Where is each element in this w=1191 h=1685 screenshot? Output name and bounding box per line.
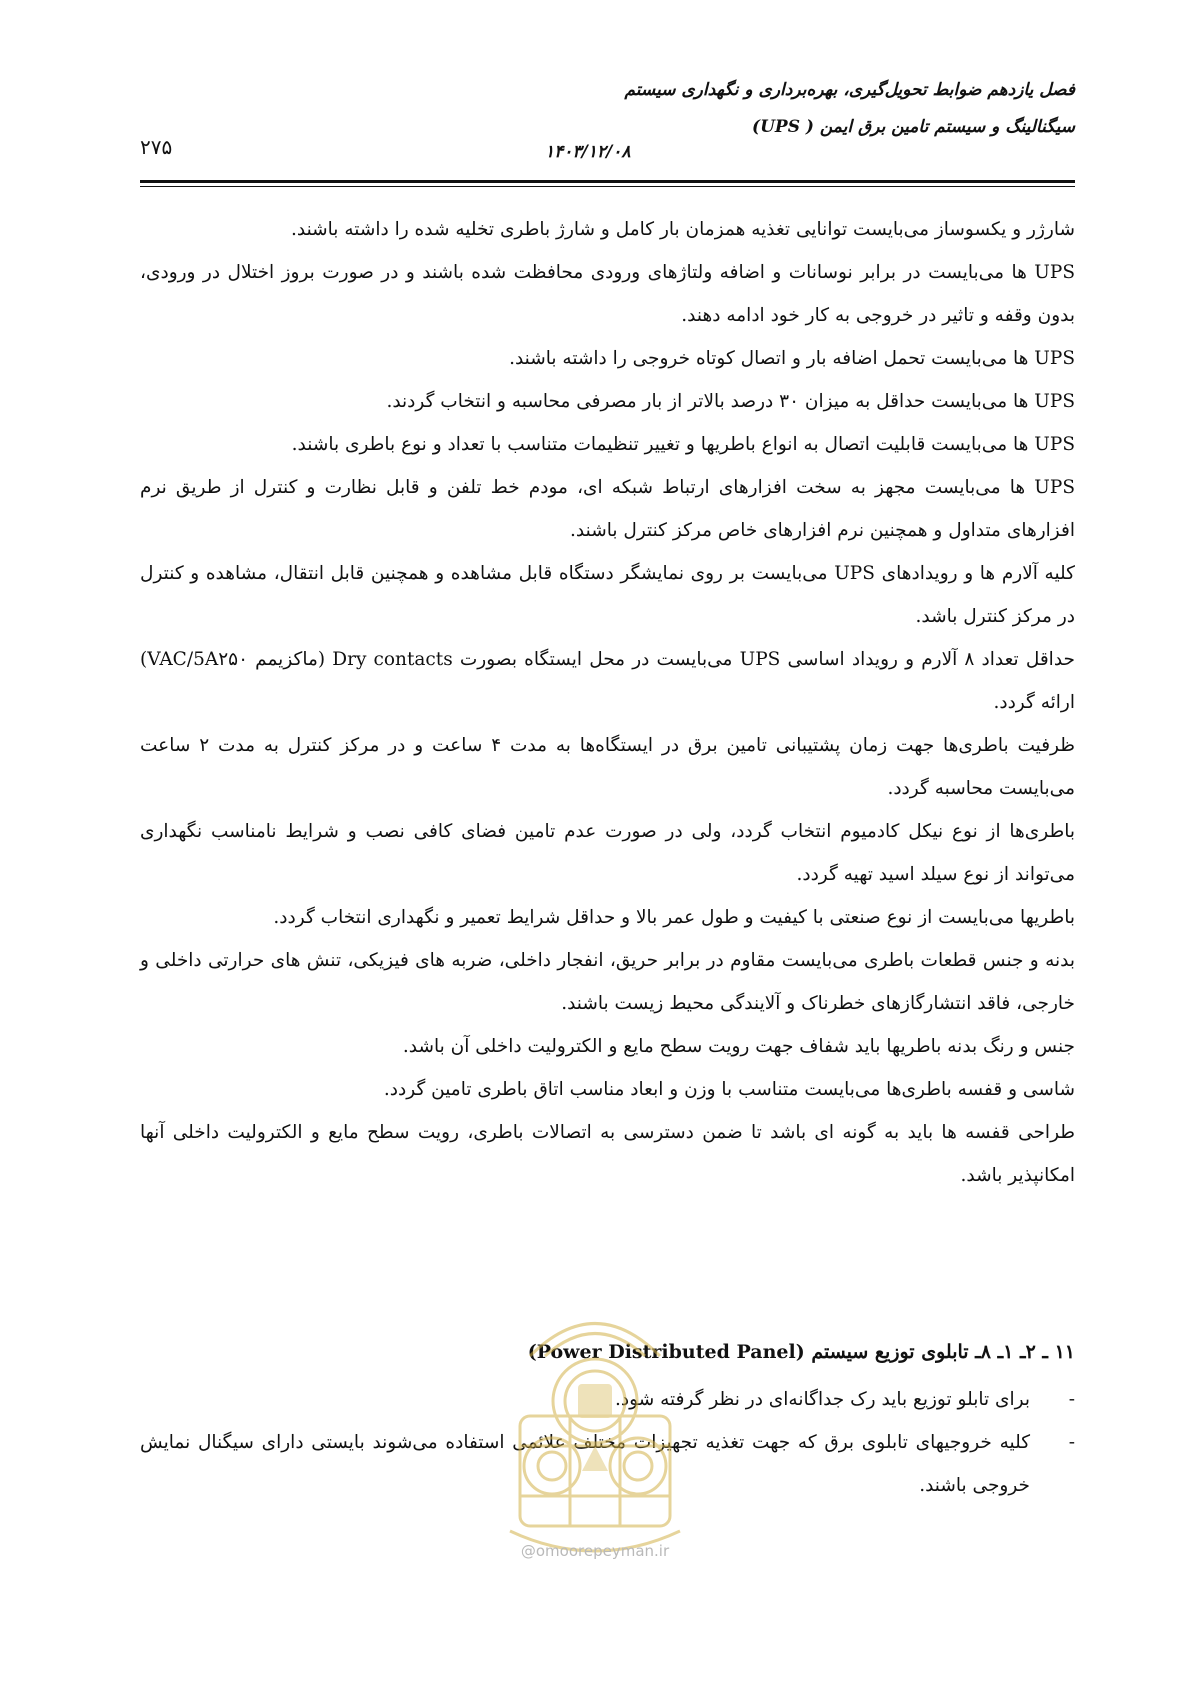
paragraph: UPS ها می‌بایست در برابر نوسانات و اضافه ولتاژهای ورودی محافظت شده باشند و در صورت بروز اختلال در ورودی، بدون وقفه و تاثیر در خروجی به کار خود ادامه دهند. xyxy=(140,262,1075,326)
paragraph: جنس و رنگ بدنه باطریها باید شفاف جهت رویت سطح مایع و الکترولیت داخلی آن باشد. xyxy=(402,1036,1075,1057)
section-heading: ۱۱ ـ ۲ـ ۱ـ ۸ـ تابلوی توزیع سیستم (Power Distributed Panel) xyxy=(527,1341,1075,1363)
bullet-list xyxy=(140,1378,1075,1507)
list-item xyxy=(140,1378,1075,1421)
header-divider-thick xyxy=(140,180,1075,183)
paragraph: باطریها می‌بایست از نوع صنعتی با کیفیت و طول عمر بالا و حداقل شرایط تعمیر و نگهداری انتخاب گردد. xyxy=(273,907,1075,928)
paragraph: UPS ها می‌بایست مجهز به سخت افزارهای ارتباط شبکه ای، مودم خط تلفن و قابل نظارت و کنترل از طریق نرم افزارهای متداول و همچنین نرم افزارهای خاص مرکز کنترل باشند. xyxy=(140,477,1075,541)
header-date: ۱۴۰۳/۱۲/۰۸ xyxy=(545,142,631,162)
paragraph: باطری‌ها از نوع نیکل کادمیوم انتخاب گردد، ولی در صورت عدم تامین فضای کافی نصب و شرایط نامناسب نگهداری می‌تواند از نوع سیلد اسید تهیه گردد. xyxy=(140,821,1075,885)
watermark-url: @omoorepeyman.ir xyxy=(520,1542,670,1560)
paragraph: کلیه آلارم ها و رویدادهای UPS می‌بایست بر روی نمایشگر دستگاه قابل مشاهده و همچنین قابل انتقال، مشاهده و کنترل در مرکز کنترل باشد. xyxy=(140,563,1075,627)
header-subtitle: سیگنالینگ و سیستم تامین برق ایمن ( UPS) xyxy=(752,117,1075,137)
bullet-dash: - xyxy=(1068,1432,1075,1453)
paragraph: طراحی قفسه ها باید به گونه ای باشد تا ضمن دسترسی به اتصالات باطری، رویت سطح مایع و الکترولیت داخلی آنها امکانپذیر باشد. xyxy=(140,1122,1075,1186)
page-header xyxy=(140,72,1075,197)
paragraph: شاسی و قفسه باطری‌ها می‌بایست متناسب با وزن و ابعاد مناسب اتاق باطری تامین گردد. xyxy=(383,1079,1075,1100)
paragraph: حداقل تعداد ۸ آلارم و رویداد اساسی UPS می‌بایست در محل ایستگاه بصورت Dry contacts (ماکزیمم VAC/5A۲۵۰) ارائه گردد. xyxy=(140,649,1075,713)
page-number: ۲۷۵ xyxy=(140,135,173,159)
header-divider-thin xyxy=(140,186,1075,187)
list-item-text: کلیه خروجیهای تابلوی برق که جهت تغذیه تجهیزات مختلف علائمی استفاده می‌شوند بایستی دارای سیگنال نمایش خروجی باشند. xyxy=(140,1432,1030,1496)
body-text xyxy=(140,208,1075,1197)
paragraph: ظرفیت باطری‌ها جهت زمان پشتیبانی تامین برق در ایستگاه‌ها به مدت ۴ ساعت و در مرکز کنترل به مدت ۲ ساعت می‌بایست محاسبه گردد. xyxy=(140,735,1075,799)
chapter-title: فصل یازدهم ضوابط تحویل‌گیری، بهره‌برداری و نگهداری سیستم xyxy=(624,80,1075,100)
bullet-dash: - xyxy=(1068,1389,1075,1410)
list-item xyxy=(140,1421,1075,1507)
paragraph: شارژر و یکسوساز می‌بایست توانایی تغذیه همزمان بار کامل و شارژ باطری تخلیه شده را داشته باشند. xyxy=(291,219,1075,240)
paragraph: UPS ها می‌بایست حداقل به میزان ۳۰ درصد بالاتر از بار مصرفی محاسبه و انتخاب گردند. xyxy=(386,391,1075,412)
paragraph: بدنه و جنس قطعات باطری می‌بایست مقاوم در برابر حریق، انفجار داخلی، ضربه های فیزیکی، تنش های حرارتی داخلی و خارجی، فاقد انتشارگازهای خطرناک و آلایندگی محیط زیست باشند. xyxy=(140,950,1075,1014)
power-distribution-section xyxy=(140,1332,1075,1507)
paragraph: UPS ها می‌بایست قابلیت اتصال به انواع باطریها و تغییر تنظیمات متناسب با تعداد و نوع باطری باشند. xyxy=(291,434,1075,455)
list-item-text: برای تابلو توزیع باید رک جداگانه‌ای در نظر گرفته شود. xyxy=(615,1389,1030,1410)
paragraph: UPS ها می‌بایست تحمل اضافه بار و اتصال کوتاه خروجی را داشته باشند. xyxy=(509,348,1075,369)
